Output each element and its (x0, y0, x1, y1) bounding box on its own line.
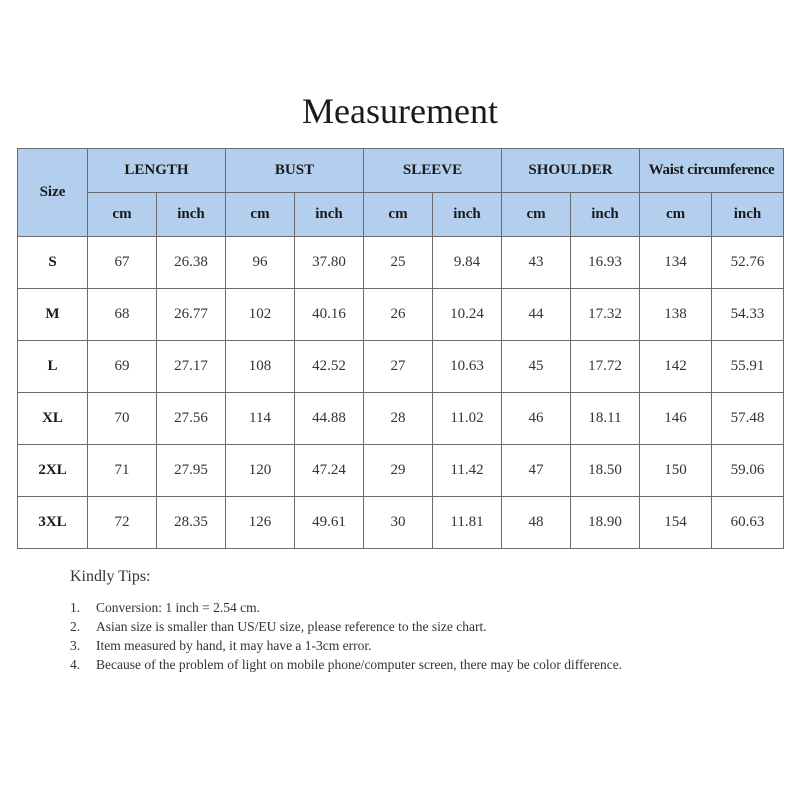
measurement-cell: 70 (88, 393, 157, 445)
measurement-cell: 30 (364, 497, 433, 549)
unit-header: cm (502, 193, 571, 237)
measurement-cell: 46 (502, 393, 571, 445)
size-label: M (18, 289, 88, 341)
measurement-cell: 26.77 (157, 289, 226, 341)
measurement-cell: 67 (88, 237, 157, 289)
tip-item (70, 636, 750, 655)
measurement-cell: 52.76 (712, 237, 784, 289)
measurement-cell: 27 (364, 341, 433, 393)
unit-header: inch (712, 193, 784, 237)
tip-item (70, 598, 750, 617)
measurement-cell: 59.06 (712, 445, 784, 497)
table-row (18, 237, 784, 289)
tip-number: 2. (70, 619, 81, 634)
measurement-cell: 18.90 (571, 497, 640, 549)
measurement-cell: 17.32 (571, 289, 640, 341)
unit-header: inch (157, 193, 226, 237)
unit-header: inch (571, 193, 640, 237)
unit-header: cm (364, 193, 433, 237)
measurement-cell: 11.42 (433, 445, 502, 497)
tip-item (70, 655, 750, 674)
measurement-cell: 102 (226, 289, 295, 341)
measurement-cell: 27.95 (157, 445, 226, 497)
tip-number: 4. (70, 657, 81, 672)
unit-header: cm (226, 193, 295, 237)
measurement-cell: 71 (88, 445, 157, 497)
measurement-cell: 60.63 (712, 497, 784, 549)
measurement-cell: 69 (88, 341, 157, 393)
measurement-cell: 126 (226, 497, 295, 549)
measurement-cell: 17.72 (571, 341, 640, 393)
measurement-cell: 44 (502, 289, 571, 341)
tip-text: Item measured by hand, it may have a 1-3cm error. (96, 638, 372, 653)
measurement-cell: 49.61 (295, 497, 364, 549)
group-header-sleeve: SLEEVE (364, 149, 502, 193)
table-row (18, 289, 784, 341)
size-label: L (18, 341, 88, 393)
group-header-shoulder: SHOULDER (502, 149, 640, 193)
group-header-row (18, 149, 784, 193)
unit-header-row (18, 193, 784, 237)
kindly-tips (70, 566, 750, 674)
group-header-waist: Waist circumference (640, 149, 784, 193)
measurement-cell: 154 (640, 497, 712, 549)
measurement-cell: 10.63 (433, 341, 502, 393)
size-label: XL (18, 393, 88, 445)
measurement-cell: 37.80 (295, 237, 364, 289)
measurement-cell: 18.50 (571, 445, 640, 497)
measurement-cell: 47 (502, 445, 571, 497)
tip-number: 1. (70, 600, 81, 615)
measurement-cell: 48 (502, 497, 571, 549)
table-row (18, 445, 784, 497)
measurement-cell: 114 (226, 393, 295, 445)
measurement-cell: 11.02 (433, 393, 502, 445)
measurement-cell: 26 (364, 289, 433, 341)
measurement-cell: 96 (226, 237, 295, 289)
measurement-cell: 55.91 (712, 341, 784, 393)
size-chart-body (18, 237, 784, 549)
measurement-cell: 150 (640, 445, 712, 497)
measurement-cell: 57.48 (712, 393, 784, 445)
measurement-cell: 142 (640, 341, 712, 393)
size-label: 2XL (18, 445, 88, 497)
table-row (18, 341, 784, 393)
table-row (18, 393, 784, 445)
measurement-cell: 16.93 (571, 237, 640, 289)
tip-text: Conversion: 1 inch = 2.54 cm. (96, 600, 260, 615)
measurement-cell: 134 (640, 237, 712, 289)
measurement-cell: 54.33 (712, 289, 784, 341)
tip-number: 3. (70, 638, 81, 653)
measurement-cell: 45 (502, 341, 571, 393)
measurement-cell: 40.16 (295, 289, 364, 341)
group-header-bust: BUST (226, 149, 364, 193)
measurement-cell: 10.24 (433, 289, 502, 341)
measurement-cell: 28.35 (157, 497, 226, 549)
page-title: Measurement (302, 91, 498, 131)
unit-header: inch (295, 193, 364, 237)
measurement-cell: 18.11 (571, 393, 640, 445)
measurement-cell: 27.17 (157, 341, 226, 393)
table-row (18, 497, 784, 549)
measurement-cell: 68 (88, 289, 157, 341)
measurement-cell: 44.88 (295, 393, 364, 445)
size-column-header: Size (18, 149, 88, 237)
tip-item (70, 617, 750, 636)
group-header-length: LENGTH (88, 149, 226, 193)
measurement-cell: 28 (364, 393, 433, 445)
size-chart-table (17, 148, 784, 549)
tips-title: Kindly Tips: (70, 568, 151, 585)
unit-header: inch (433, 193, 502, 237)
measurement-cell: 9.84 (433, 237, 502, 289)
size-label: 3XL (18, 497, 88, 549)
measurement-cell: 72 (88, 497, 157, 549)
measurement-cell: 29 (364, 445, 433, 497)
measurement-cell: 43 (502, 237, 571, 289)
measurement-cell: 120 (226, 445, 295, 497)
measurement-cell: 146 (640, 393, 712, 445)
unit-header: cm (640, 193, 712, 237)
tips-list (70, 598, 750, 674)
tip-text: Asian size is smaller than US/EU size, please reference to the size chart. (96, 619, 487, 634)
measurement-cell: 47.24 (295, 445, 364, 497)
measurement-cell: 138 (640, 289, 712, 341)
measurement-cell: 11.81 (433, 497, 502, 549)
measurement-cell: 25 (364, 237, 433, 289)
size-label: S (18, 237, 88, 289)
measurement-cell: 42.52 (295, 341, 364, 393)
measurement-cell: 26.38 (157, 237, 226, 289)
measurement-cell: 27.56 (157, 393, 226, 445)
measurement-cell: 108 (226, 341, 295, 393)
unit-header: cm (88, 193, 157, 237)
tip-text: Because of the problem of light on mobile phone/computer screen, there may be color difference. (96, 657, 623, 672)
